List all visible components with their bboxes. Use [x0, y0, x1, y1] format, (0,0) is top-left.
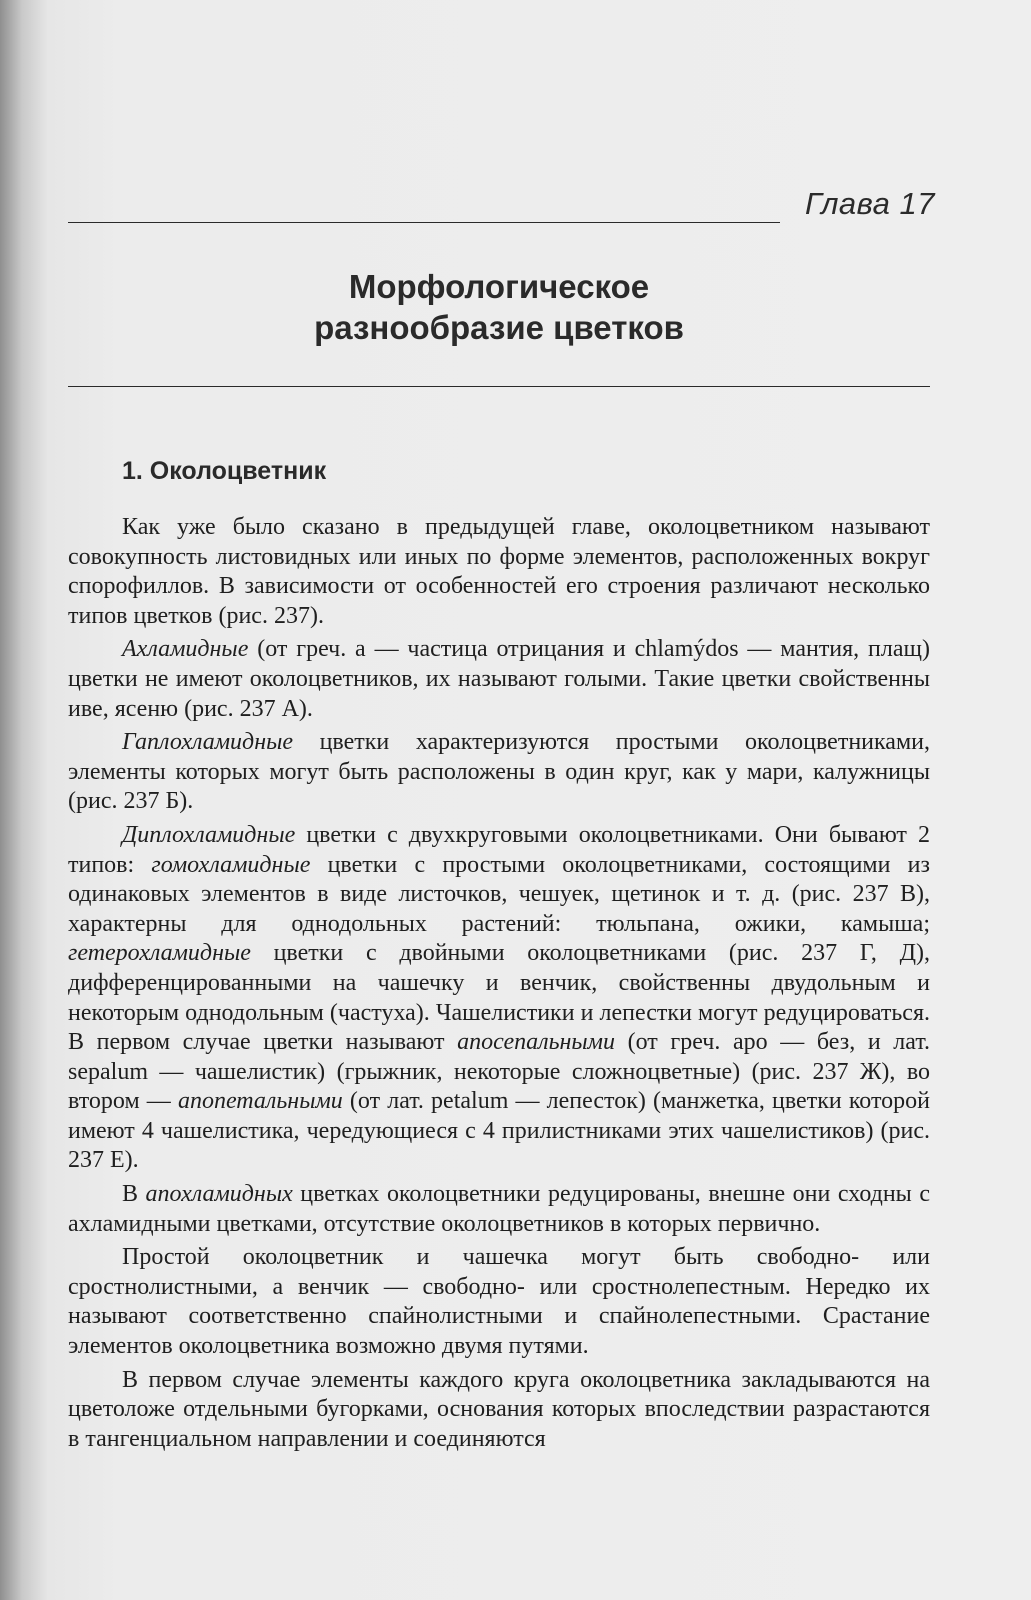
- paragraph-diplochlamydeous: Диплохламидные цветки с двухкруговыми околоцветниками. Они бывают 2 типов: гомохламидные цветки с простыми околоцветниками, состоящими из одинаковых элементов в виде листочков, чешуек, щетинок и т. д. (рис. 237 В), характерны для однодольных растений: тюльпана, ожики, камыша; гетерохламидные цветки с двойными околоцветниками (рис. 237 Г, Д), дифференцированными на чашечку и венчик, свойственны двудольным и некоторым однодольным (частуха). Чашелистики и лепестки могут редуцироваться. В первом случае цветки называют апосепальными (от греч. apo — без, и лат. sepalum — чашелистик) (грыжник, некоторые сложноцветные) (рис. 237 Ж), во втором — апопетальными (от лат. petalum — лепесток) (манжетка, цветки которой имеют 4 чашелистика, чередующиеся с 4 прилистниками этих чашелистиков) (рис. 237 Е).: [68, 821, 931, 1174]
- chapter-top-rule: [68, 222, 780, 223]
- chapter-title-line-2: разнообразие цветков: [314, 309, 684, 346]
- paragraph-achlamydeous: Ахламидные (от греч. а — частица отрицания и chlamýdos — мантия, плащ) цветки не имеют околоцветников, их называют голыми. Такие цветки свойственны иве, ясеню (рис. 237 А).: [68, 636, 930, 722]
- paragraph-haplochlamydeous: Гаплохламидные цветки характеризуются простыми околоцветниками, элементы которых могут быть расположены в один круг, как у мари, калужницы (рис. 237 Б).: [68, 729, 930, 815]
- section-heading: 1. Околоцветник: [122, 457, 327, 485]
- paragraph-first-case: В первом случае элементы каждого круга околоцветника закладываются на цветоложе отдельными бугорками, основания которых впоследствии разрастаются в тангенциальном направлении и соединяются: [68, 1366, 930, 1452]
- body-text: [68, 513, 930, 1458]
- chapter-label: Глава 17: [804, 186, 935, 221]
- chapter-title: [68, 266, 930, 348]
- paragraph-simple-perianth: Простой околоцветник и чашечка могут быть свободно- или сростнолистными, а венчик — свободно- или сростнолепестным. Нередко их называют соответственно спайнолистными и спайнолепестными. Срастание элементов околоцветника возможно двумя путями.: [68, 1244, 930, 1360]
- title-bottom-rule: [68, 386, 930, 387]
- paragraph-apochlamydeous: В апохламидных цветках околоцветники редуцированы, внешне они сходны с ахламидными цветками, отсутствие околоцветников в которых первично.: [68, 1181, 930, 1237]
- paragraph-intro: Как уже было сказано в предыдущей главе, околоцветником называют совокупность листовидных или иных по форме элементов, расположенных вокруг спорофиллов. В зависимости от особенностей его строения различают несколько типов цветков (рис. 237).: [68, 514, 930, 629]
- chapter-title-line-1: Морфологическое: [348, 268, 650, 305]
